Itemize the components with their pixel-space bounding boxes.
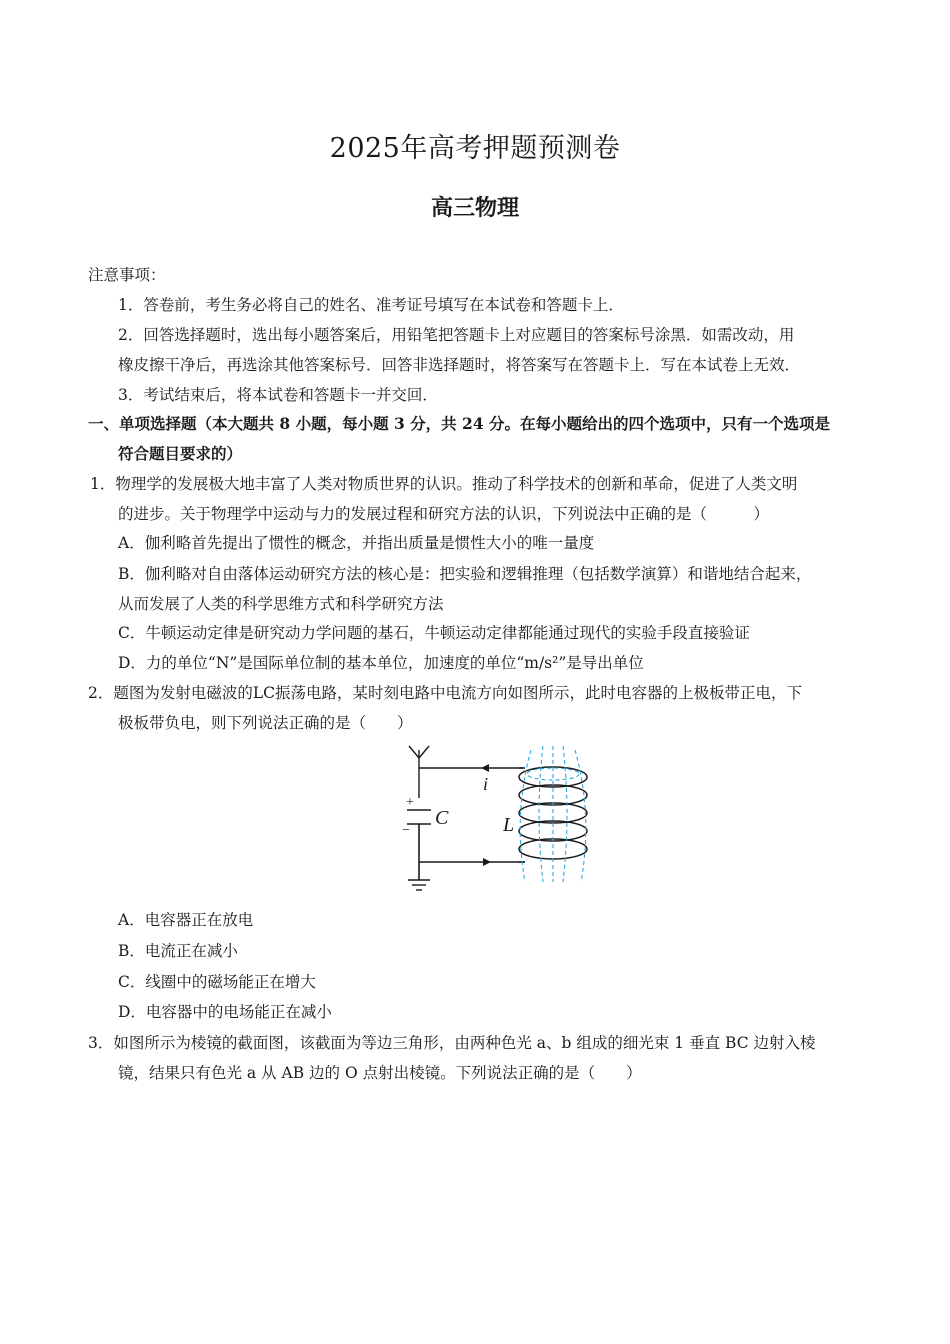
q2-stem-line-2: 极板带负电，则下列说法正确的是（ ） xyxy=(118,714,413,732)
q1-option-a: A．伽利略首先提出了惯性的概念，并指出质量是惯性大小的唯一量度 xyxy=(118,534,595,552)
notice-item-2-line-2: 橡皮擦干净后，再选涂其他答案标号．回答非选择题时，将答案写在答题卡上．写在本试卷上无效． xyxy=(118,356,801,374)
minus-sign: − xyxy=(402,823,410,838)
capacitor-label: C xyxy=(435,807,449,829)
q3-stem-line-1: 3．如图所示为棱镜的截面图，该截面为等边三角形，由两种色光 a、b 组成的细光束 1 垂直 BC 边射入棱 xyxy=(88,1034,816,1052)
current-arrow-top xyxy=(481,764,489,772)
lc-circuit-figure xyxy=(395,740,605,900)
section-heading-line-1: 一、单项选择题（本大题共 8 小题，每小题 3 分，共 24 分。在每小题给出的四个选项中，只有一个选项是 xyxy=(88,414,831,433)
q1-stem-line-1: 1．物理学的发展极大地丰富了人类对物质世界的认识。推动了科学技术的创新和革命，促进了人类文明 xyxy=(90,475,798,493)
notice-heading: 注意事项： xyxy=(88,266,166,284)
q2-stem-line-1: 2．题图为发射电磁波的LC振荡电路，某时刻电路中电流方向如图所示，此时电容器的上极板带正电，下 xyxy=(88,684,803,702)
antenna-icon xyxy=(409,746,429,798)
notice-item-1: 1．答卷前，考生务必将自己的姓名、准考证号填写在本试卷和答题卡上． xyxy=(118,296,624,314)
current-arrow-bottom xyxy=(483,858,491,866)
plus-sign: + xyxy=(406,795,414,810)
capacitor-icon xyxy=(407,810,431,880)
notice-item-2-line-1: 2．回答选择题时，选出每小题答案后，用铅笔把答题卡上对应题目的答案标号涂黑．如需改动，用 xyxy=(118,326,795,344)
page-title: 2025年高考押题预测卷 xyxy=(329,133,621,164)
q2-option-a: A．电容器正在放电 xyxy=(118,911,254,929)
ground-icon xyxy=(408,880,430,890)
section-heading-line-2: 符合题目要求的） xyxy=(118,444,243,463)
q2-option-d: D．电容器中的电场能正在减小 xyxy=(118,1003,332,1021)
q1-stem-line-2: 的进步。关于物理学中运动与力的发展过程和研究方法的认识，下列说法中正确的是（ ） xyxy=(118,505,770,523)
page-subtitle: 高三物理 xyxy=(430,195,519,221)
q1-option-c: C．牛顿运动定律是研究动力学问题的基石，牛顿运动定律都能通过现代的实验手段直接验证 xyxy=(118,624,750,642)
q1-option-b-line-2: 从而发展了人类的科学思维方式和科学研究方法 xyxy=(118,595,444,613)
current-label: i xyxy=(483,774,489,794)
inductor-label: L xyxy=(503,814,515,836)
notice-item-3: 3．考试结束后，将本试卷和答题卡一并交回． xyxy=(118,386,438,404)
q1-option-b-line-1: B．伽利略对自由落体运动研究方法的核心是：把实验和逻辑推理（包括数学演算）和谐地结合起来， xyxy=(118,565,812,583)
q1-option-d: D．力的单位“N”是国际单位制的基本单位，加速度的单位“m/s²”是导出单位 xyxy=(118,654,644,672)
q2-option-b: B．电流正在减小 xyxy=(118,942,238,960)
q2-option-c: C．线圈中的磁场能正在增大 xyxy=(118,973,316,991)
q3-stem-line-2: 镜，结果只有色光 a 从 AB 边的 O 点射出棱镜。下列说法正确的是（ ） xyxy=(118,1064,642,1082)
